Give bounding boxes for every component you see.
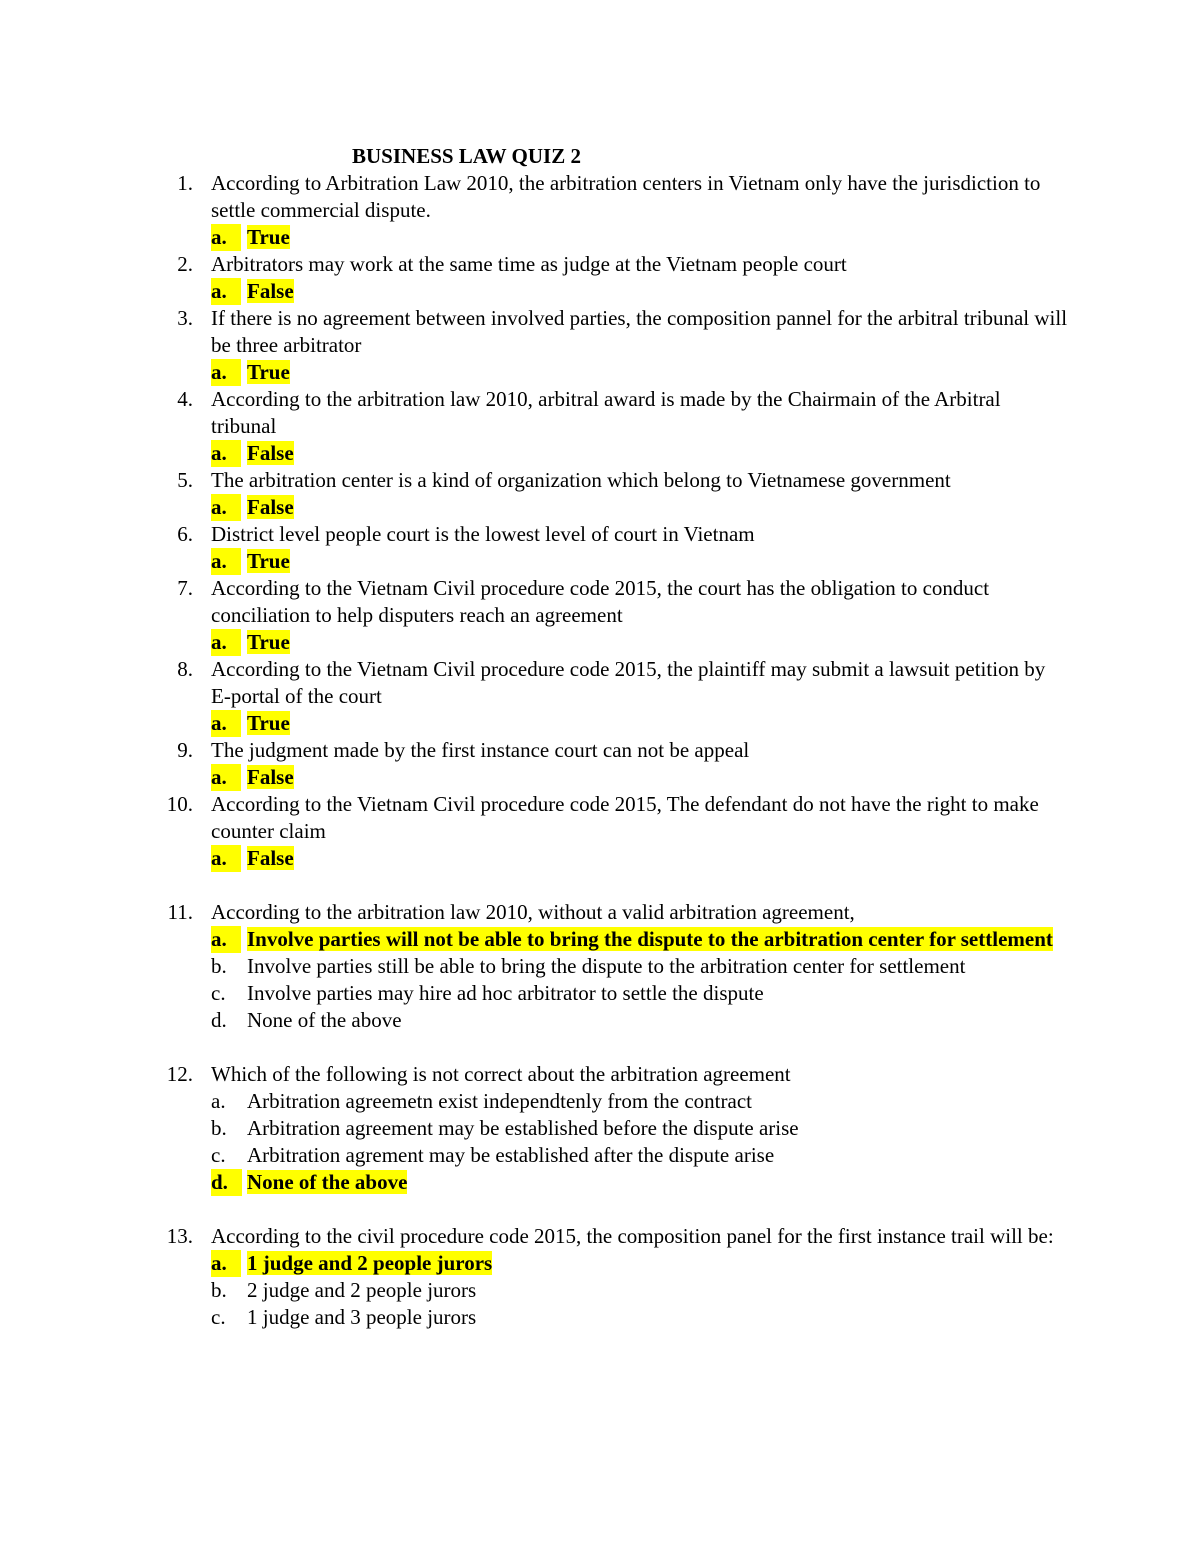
option-text: 1 judge and 3 people jurors	[247, 1305, 477, 1329]
question-number: 8.	[177, 657, 193, 681]
quiz-question	[0, 251, 1200, 305]
question-line	[0, 1223, 1200, 1250]
option-letter: a.	[211, 548, 241, 575]
question-line	[0, 170, 1200, 224]
option-text: True	[247, 360, 290, 384]
option-letter: a.	[211, 224, 241, 251]
question-line	[0, 386, 1200, 440]
question-line	[0, 737, 1200, 764]
question-number: 1.	[177, 171, 193, 195]
question-text: District level people court is the lowest level of court in Vietnam	[211, 522, 755, 546]
option-text: Involve parties will not be able to bring the dispute to the arbitration center for settlement	[247, 927, 1053, 951]
quiz-question	[0, 791, 1200, 872]
question-number: 2.	[177, 252, 193, 276]
question-text: According to Arbitration Law 2010, the arbitration centers in Vietnam only have the jurisdiction to settle commercial dispute.	[211, 171, 1041, 222]
quiz-question	[0, 737, 1200, 791]
answer-option-correct	[0, 629, 1200, 656]
option-text: 2 judge and 2 people jurors	[247, 1278, 477, 1302]
answer-option-correct	[0, 1169, 1200, 1196]
option-letter: d.	[211, 1008, 227, 1032]
option-letter: a.	[211, 629, 241, 656]
answer-option	[0, 1115, 1200, 1142]
answer-option-correct	[0, 494, 1200, 521]
option-text: None of the above	[247, 1170, 408, 1194]
option-text: True	[247, 711, 290, 735]
option-text: False	[247, 495, 294, 519]
option-letter: a.	[211, 359, 241, 386]
answer-option-correct	[0, 1250, 1200, 1277]
option-text: True	[247, 630, 290, 654]
question-number: 7.	[177, 576, 193, 600]
option-letter: b.	[211, 1116, 227, 1140]
answer-option-correct	[0, 710, 1200, 737]
option-letter: b.	[211, 1278, 227, 1302]
question-text: According to the Vietnam Civil procedure code 2015, The defendant do not have the right to make counter claim	[211, 792, 1039, 843]
quiz-question	[0, 1223, 1200, 1331]
option-text: False	[247, 279, 294, 303]
quiz-question-list	[0, 170, 1200, 1331]
option-letter: c.	[211, 981, 226, 1005]
question-line	[0, 575, 1200, 629]
option-letter: c.	[211, 1305, 226, 1329]
answer-option-correct	[0, 764, 1200, 791]
question-text: According to the civil procedure code 2015, the composition panel for the first instance trail will be:	[211, 1224, 1054, 1248]
question-line	[0, 251, 1200, 278]
option-letter: a.	[211, 710, 241, 737]
option-text: Involve parties still be able to bring the dispute to the arbitration center for settlement	[247, 954, 966, 978]
question-line	[0, 305, 1200, 359]
question-line	[0, 791, 1200, 845]
question-number: 12.	[166, 1062, 193, 1086]
option-letter: a.	[211, 764, 241, 791]
quiz-question	[0, 1061, 1200, 1196]
option-text: False	[247, 765, 294, 789]
option-letter: a.	[211, 1089, 226, 1113]
option-letter: a.	[211, 926, 241, 953]
question-number: 6.	[177, 522, 193, 546]
answer-option-correct	[0, 440, 1200, 467]
question-line	[0, 521, 1200, 548]
question-text: According to the arbitration law 2010, arbitral award is made by the Chairmain of the Arbitral tribunal	[211, 387, 1001, 438]
option-letter: a.	[211, 278, 241, 305]
option-letter: b.	[211, 954, 227, 978]
quiz-question	[0, 170, 1200, 251]
answer-option	[0, 1277, 1200, 1304]
quiz-question	[0, 656, 1200, 737]
option-text: Arbitration agreement may be established before the dispute arise	[247, 1116, 799, 1140]
question-number: 3.	[177, 306, 193, 330]
option-letter: d.	[211, 1169, 242, 1196]
answer-option	[0, 1304, 1200, 1331]
answer-option-correct	[0, 548, 1200, 575]
answer-option-correct	[0, 926, 1200, 953]
answer-option	[0, 980, 1200, 1007]
option-text: Arbitration agreemetn exist independtenly from the contract	[247, 1089, 752, 1113]
page-title: BUSINESS LAW QUIZ 2	[352, 144, 581, 168]
question-text: According to the Vietnam Civil procedure code 2015, the court has the obligation to conduct conciliation to help disputers reach an agreement	[211, 576, 990, 627]
question-text: According to the arbitration law 2010, without a valid arbitration agreement,	[211, 900, 855, 924]
quiz-question	[0, 575, 1200, 656]
answer-option-correct	[0, 359, 1200, 386]
option-letter: a.	[211, 845, 241, 872]
question-number: 9.	[177, 738, 193, 762]
answer-option	[0, 1007, 1200, 1034]
option-text: False	[247, 846, 294, 870]
question-line	[0, 899, 1200, 926]
option-letter: a.	[211, 1250, 241, 1277]
option-letter: a.	[211, 494, 241, 521]
answer-option-correct	[0, 278, 1200, 305]
option-text: True	[247, 549, 290, 573]
question-line	[0, 1061, 1200, 1088]
question-text: According to the Vietnam Civil procedure code 2015, the plaintiff may submit a lawsuit petition by E-portal of the court	[211, 657, 1046, 708]
option-text: Arbitration agrement may be established after the dispute arise	[247, 1143, 775, 1167]
question-text: The arbitration center is a kind of organization which belong to Vietnamese government	[211, 468, 951, 492]
option-text: False	[247, 441, 294, 465]
option-letter: c.	[211, 1143, 226, 1167]
option-text: 1 judge and 2 people jurors	[247, 1251, 493, 1275]
answer-option-correct	[0, 845, 1200, 872]
question-text: Arbitrators may work at the same time as judge at the Vietnam people court	[211, 252, 847, 276]
question-text: Which of the following is not correct about the arbitration agreement	[211, 1062, 791, 1086]
quiz-question	[0, 386, 1200, 467]
question-number: 13.	[166, 1224, 193, 1248]
answer-option	[0, 1088, 1200, 1115]
question-line	[0, 467, 1200, 494]
answer-option	[0, 953, 1200, 980]
answer-option-correct	[0, 224, 1200, 251]
question-text: If there is no agreement between involved parties, the composition pannel for the arbitral tribunal will be three arbitrator	[211, 306, 1068, 357]
question-number: 11.	[167, 900, 193, 924]
option-text: Involve parties may hire ad hoc arbitrator to settle the dispute	[247, 981, 764, 1005]
answer-option	[0, 1142, 1200, 1169]
question-number: 10.	[166, 792, 193, 816]
option-letter: a.	[211, 440, 241, 467]
question-number: 4.	[177, 387, 193, 411]
quiz-question	[0, 305, 1200, 386]
question-line	[0, 656, 1200, 710]
option-text: True	[247, 225, 290, 249]
quiz-question	[0, 467, 1200, 521]
option-text: None of the above	[247, 1008, 402, 1032]
quiz-question	[0, 899, 1200, 1034]
question-text: The judgment made by the first instance court can not be appeal	[211, 738, 750, 762]
question-number: 5.	[177, 468, 193, 492]
quiz-question	[0, 521, 1200, 575]
